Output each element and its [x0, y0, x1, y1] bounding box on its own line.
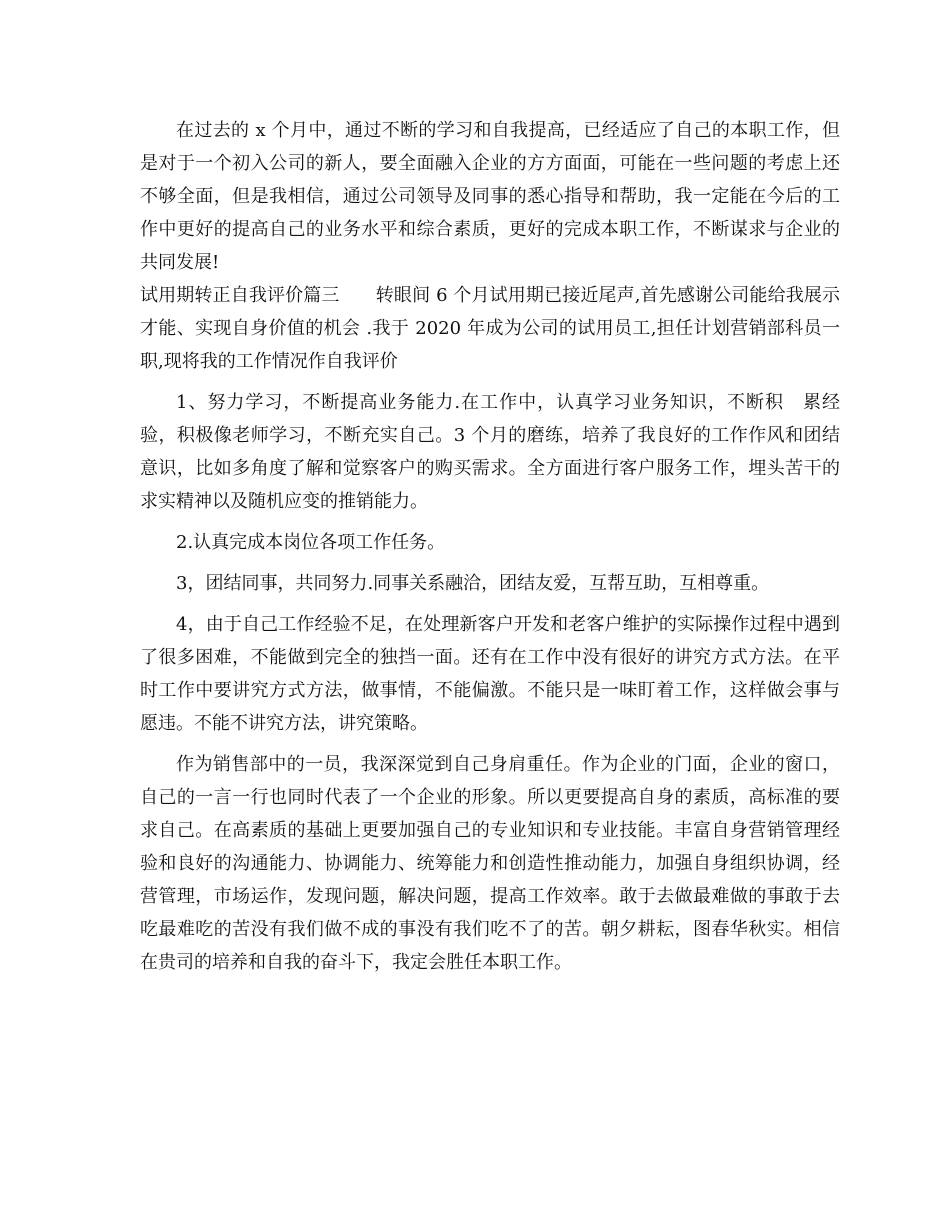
paragraph-conclusion: 作为销售部中的一员，我深深觉到自己身肩重任。作为企业的门面，企业的窗口，自己的一言一行也同时代表了一个企业的形象。所以更要提高自身的素质，高标准的要求自己。在高素质的基础上更要加强自己的专业知识和专业技能。丰富自身营销管理经验和良好的沟通能力、协调能力、统筹能力和创造性推动能力，加强自身组织协调，经营管理，市场运作，发现问题，解决问题，提高工作效率。敢于去做最难做的事敢于去吃最难吃的苦没有我们做不成的事没有我们吃不了的苦。朝夕耕耘，图春华秋实。相信在贵司的培养和自我的奋斗下，我定会胜任本职工作。 [140, 754, 840, 973]
paragraph-intro: 在过去的 x 个月中，通过不断的学习和自我提高，已经适应了自己的本职工作，但是对于一个初入公司的新人，要全面融入企业的方方面面，可能在一些问题的考虑上还不够全面，但是我相信，通过公司领导及同事的悉心指导和帮助，我一定能在今后的工作中更好的提高自己的业务水平和综合素质，更好的完成本职工作，不断谋求与企业的共同发展! [140, 120, 840, 273]
paragraph-item-1: 1、努力学习，不断提高业务能力.在工作中，认真学习业务知识，不断积 累经验，积极像老师学习，不断充实自己。3 个月的磨练，培养了我良好的工作作风和团结意识，比如多角度了解和觉察客户的购买需求。全方面进行客户服务工作，埋头苦干的求实精神以及随机应变的推销能力。 [140, 392, 840, 512]
paragraph-item-3: 3，团结同事，共同努力.同事关系融洽，团结友爱，互帮互助，互相尊重。 [176, 573, 770, 594]
paragraph-section-three-heading: 试用期转正自我评价篇三 转眼间 6 个月试用期已接近尾声,首先感谢公司能给我展示才能、实现自身价值的机会 .我于 2020 年成为公司的试用员工,担任计划营销部科员一职,现将我的工作情况作自我评价 [140, 285, 840, 372]
paragraph-item-2: 2.认真完成本岗位各项工作任务。 [176, 532, 446, 553]
document-page [140, 114, 840, 979]
paragraph-item-4: 4，由于自己工作经验不足，在处理新客户开发和老客户维护的实际操作过程中遇到了很多困难，不能做到完全的独挡一面。还有在工作中没有很好的讲究方式方法。在平时工作中要讲究方式方法，做事情，不能偏激。不能只是一味盯着工作，这样做会事与愿违。不能不讲究方法，讲究策略。 [140, 614, 840, 734]
